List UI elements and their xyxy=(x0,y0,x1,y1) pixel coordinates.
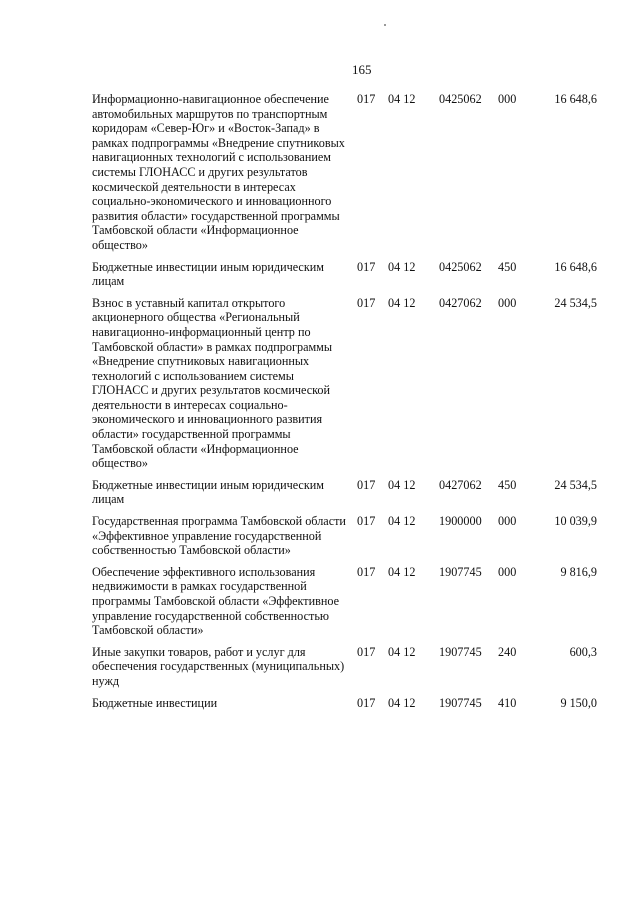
expense-type-code: 000 xyxy=(498,564,517,579)
ministry-code: 017 xyxy=(357,477,376,492)
amount: 24 534,5 xyxy=(554,477,597,492)
section-code: 04 12 xyxy=(388,514,416,529)
expense-type-code: 000 xyxy=(498,514,517,529)
row-description: Взнос в уставный капитал открытого акционерного общества «Региональный навигационно-информационный центр по Тамбовской области» в рамках подпрограммы «Внедрение спутниковых навигационных технологий с использованием системы ГЛОНАСС и других результатов космической деятельности в интересах социально-экономического и инновационного развития области» государственной программы Тамбовской области «Информационное общество» xyxy=(92,295,333,471)
row-description: Информационно-навигационное обеспечение автомобильных маршрутов по транспортным коридорам «Север-Юг» и «Восток-Запад» в рамках подпрограммы «Внедрение спутниковых навигационных технологий с использованием системы ГЛОНАСС и других результатов космической деятельности в интересах социально-экономического и инновационного развития области» государственной программы Тамбовской области «Информационное общество» xyxy=(92,92,345,252)
target-article-code: 0427062 xyxy=(439,477,482,492)
table-row xyxy=(0,696,640,711)
section-code: 04 12 xyxy=(388,477,416,492)
expense-type-code: 450 xyxy=(498,477,517,492)
amount: 600,3 xyxy=(569,644,597,659)
table-row xyxy=(0,260,640,289)
target-article-code: 1907745 xyxy=(439,695,482,710)
row-description: Бюджетные инвестиции иным юридическим лицам xyxy=(92,259,325,289)
section-code: 04 12 xyxy=(388,259,416,274)
section-code: 04 12 xyxy=(388,644,416,659)
amount: 10 039,9 xyxy=(554,514,597,529)
section-code: 04 12 xyxy=(388,695,416,710)
section-code: 04 12 xyxy=(388,295,416,310)
ministry-code: 017 xyxy=(357,564,376,579)
ministry-code: 017 xyxy=(357,92,376,106)
row-description: Обеспечение эффективного использования недвижимости в рамках государственной программы Тамбовской области «Эффективное управление государственной собственностью Тамбовской области» xyxy=(92,564,340,638)
table-row xyxy=(0,478,640,507)
ministry-code: 017 xyxy=(357,259,376,274)
row-description: Бюджетные инвестиции иным юридическим лицам xyxy=(92,477,325,507)
expense-type-code: 450 xyxy=(498,259,517,274)
amount: 9 150,0 xyxy=(560,695,597,710)
ministry-code: 017 xyxy=(357,514,376,529)
expense-type-code: 240 xyxy=(498,644,517,659)
table-row xyxy=(0,92,640,253)
table-row xyxy=(0,645,640,689)
section-code: 04 12 xyxy=(388,564,416,579)
amount: 16 648,6 xyxy=(554,259,597,274)
amount: 24 534,5 xyxy=(554,295,597,310)
row-description: Иные закупки товаров, работ и услуг для обеспечения государственных (муниципальных) нужд xyxy=(92,644,345,688)
section-code: 04 12 xyxy=(388,92,416,106)
target-article-code: 1900000 xyxy=(439,514,482,529)
expense-type-code: 000 xyxy=(498,92,517,106)
target-article-code: 0425062 xyxy=(439,92,482,106)
ministry-code: 017 xyxy=(357,295,376,310)
budget-table xyxy=(0,92,640,717)
table-row xyxy=(0,514,640,558)
row-description: Государственная программа Тамбовской области «Эффективное управление государственной собственностью Тамбовской области» xyxy=(92,514,346,558)
scan-speck xyxy=(384,24,386,26)
table-row xyxy=(0,296,640,471)
target-article-code: 0425062 xyxy=(439,259,482,274)
expense-type-code: 410 xyxy=(498,695,517,710)
ministry-code: 017 xyxy=(357,644,376,659)
target-article-code: 0427062 xyxy=(439,295,482,310)
table-row xyxy=(0,565,640,638)
target-article-code: 1907745 xyxy=(439,564,482,579)
page-number: 165 xyxy=(352,62,372,77)
target-article-code: 1907745 xyxy=(439,644,482,659)
ministry-code: 017 xyxy=(357,695,376,710)
row-description: Бюджетные инвестиции xyxy=(92,695,218,710)
amount: 9 816,9 xyxy=(560,564,597,579)
amount: 16 648,6 xyxy=(554,92,597,106)
expense-type-code: 000 xyxy=(498,295,517,310)
